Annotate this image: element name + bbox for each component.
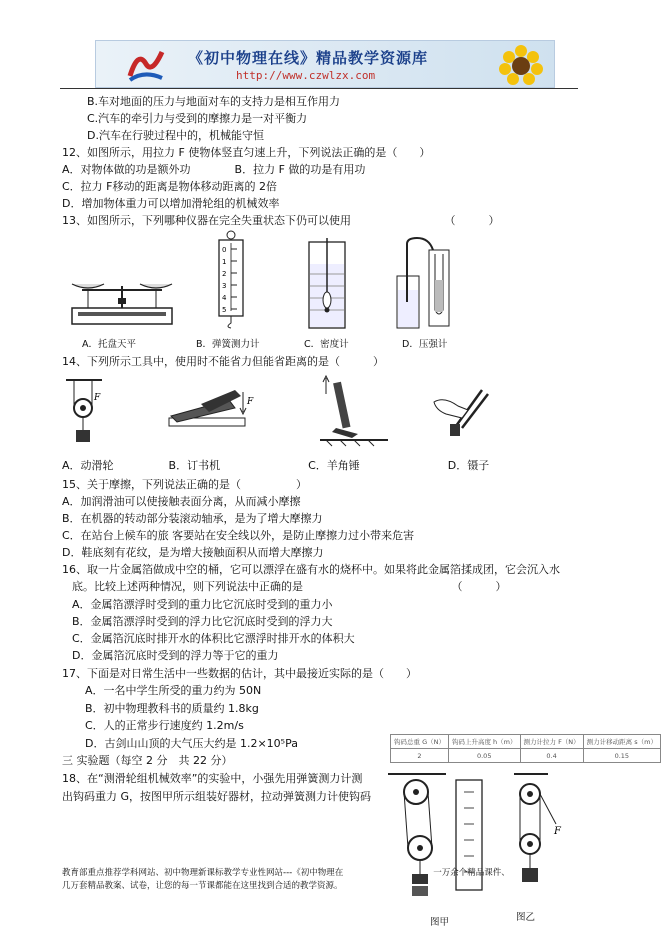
experiment-table — [390, 734, 661, 763]
logo-icon — [126, 46, 166, 82]
caption-c: C．密度计 — [304, 339, 349, 350]
text-line: A．对物体做的功是额外功 B．拉力 F 做的功是有用功 — [62, 163, 366, 176]
text-line: 15、关于摩擦，下列说法正确的是（ ） — [62, 478, 307, 491]
force-label-a: F — [94, 393, 101, 403]
text-line: 16、取一片金属箔做成中空的桶，它可以漂浮在盛有水的烧杯中。如果将此金属箔揉成团，它会沉入水 — [62, 563, 560, 576]
table-cell: 0.4 — [520, 749, 583, 763]
force-label-b: F — [247, 397, 254, 407]
footer — [62, 867, 510, 893]
text-line: C．拉力 F移动的距离是物体移动距离的 2倍 — [62, 180, 277, 193]
table-header: 钩码上升高度 h（m） — [448, 735, 520, 749]
text-line: 底。比较上述两种情况，则下列说法中正确的是 （ ） — [72, 580, 507, 593]
footer-line-1-right: 一万余个精品课件、 — [433, 868, 510, 878]
table-header: 测力计移动距离 s（m） — [583, 735, 660, 749]
table-header: 钩码总重 G（N） — [391, 735, 449, 749]
force-label-yi: F — [554, 826, 561, 837]
banner-url: http://www.czwlzx.com — [236, 69, 376, 82]
table-cell: 0.05 — [448, 749, 520, 763]
text-line: C．人的正常步行速度约 1.2m/s — [85, 719, 244, 732]
text-line: 三 实验题（每空 2 分 共 22 分） — [62, 754, 233, 767]
text-line: C．金属箔沉底时排开水的体积比它漂浮时排开水的体积大 — [72, 632, 355, 645]
text-line: B．初中物理教科书的质量约 1.8kg — [85, 702, 259, 715]
text-line: A．金属箔漂浮时受到的重力比它沉底时受到的重力小 — [72, 598, 333, 611]
fig-label-jia: 图甲 — [430, 917, 450, 928]
text-line: 18、在“测滑轮组机械效率”的实验中，小强先用弹簧测力计测 — [62, 772, 363, 785]
text-line: D．古剑山山顶的大气压大约是 1.2×10⁵Pa — [85, 737, 298, 750]
banner-title: 《初中物理在线》精品教学资源库 — [188, 49, 429, 67]
text-line: D．鞋底刻有花纹，是为增大接触面积从而增大摩擦力 — [62, 546, 324, 559]
text-line: 出钩码重力 G，按图甲所示组装好器材，拉动弹簧测力计使钩码 — [62, 790, 372, 803]
text-line: 12、如图所示，用拉力 F 使物体竖直匀速上升，下列说法正确的是（ ） — [62, 146, 431, 159]
balance-figure — [66, 268, 178, 330]
caption-b: B．弹簧测力计 — [196, 339, 260, 350]
text-line: 17、下面是对日常生活中一些数据的估计，其中最接近实际的是（ ） — [62, 667, 417, 680]
footer-line-1: 教育部重点推荐学科网站、初中物理新课标教学专业性网站---《初中物理在 — [62, 868, 344, 878]
header-rule — [60, 88, 578, 89]
manometer-figure — [395, 236, 455, 332]
scale-tick-label: 3 — [222, 282, 227, 290]
text-line: A．一名中学生所受的重力约为 50N — [85, 684, 262, 697]
header-banner — [95, 40, 555, 88]
text-line: D．增加物体重力可以增加滑轮组的机械效率 — [62, 197, 280, 210]
text-line: C.汽车的牵引力与受到的摩擦力是一对平衡力 — [87, 112, 308, 125]
claw-hammer-figure — [318, 376, 390, 446]
sunflower-icon — [491, 43, 551, 85]
scale-tick-label: 0 — [222, 246, 227, 254]
text-line: 13、如图所示，下列哪种仪器在完全失重状态下仍可以使用 （ ） — [62, 214, 500, 227]
caption-d: D．压强计 — [402, 339, 448, 350]
text-line: D.汽车在行驶过程中的，机械能守恒 — [87, 129, 264, 142]
table-header: 测力计拉力 F（N） — [520, 735, 583, 749]
text-line: D．金属箔沉底时受到的浮力等于它的重力 — [72, 649, 279, 662]
scale-tick-label: 1 — [222, 258, 227, 266]
table-cell: 2 — [391, 749, 449, 763]
scale-tick-label: 5 — [222, 306, 227, 314]
text-line: A．加润滑油可以使接触表面分离，从而减小摩擦 — [62, 495, 301, 508]
scale-tick-label: 4 — [222, 294, 227, 302]
text-line: B.车对地面的压力与地面对车的支持力是相互作用力 — [87, 95, 341, 108]
fig-label-yi: 图乙 — [516, 912, 536, 923]
pulley-setup-yi-figure — [508, 772, 568, 906]
text-line: B．金属箔漂浮时受到的浮力比它沉底时受到的浮力大 — [72, 615, 333, 628]
stapler-figure — [165, 382, 257, 430]
hydrometer-figure — [305, 234, 349, 330]
table-cell: 0.15 — [583, 749, 660, 763]
text-line: C．在站台上候车的旅 客要站在安全线以外，是防止摩擦力过小带来危害 — [62, 529, 415, 542]
text-line: A．动滑轮 B．订书机 C．羊角锤 D．镊子 — [62, 459, 490, 472]
movable-pulley-figure — [64, 378, 104, 450]
text-line: B．在机器的转动部分装滚动轴承，是为了增大摩擦力 — [62, 512, 323, 525]
caption-a: A．托盘天平 — [82, 339, 136, 350]
footer-line-2: 几万套精品教案、试卷，让您的每一节课都能在这里找到合适的教学资源。 — [62, 881, 343, 891]
tweezers-figure — [432, 382, 494, 440]
spring-scale-figure — [213, 229, 249, 329]
scale-tick-label: 2 — [222, 270, 227, 278]
text-line: 14、下列所示工具中，使用时不能省力但能省距离的是（ ） — [62, 355, 384, 368]
